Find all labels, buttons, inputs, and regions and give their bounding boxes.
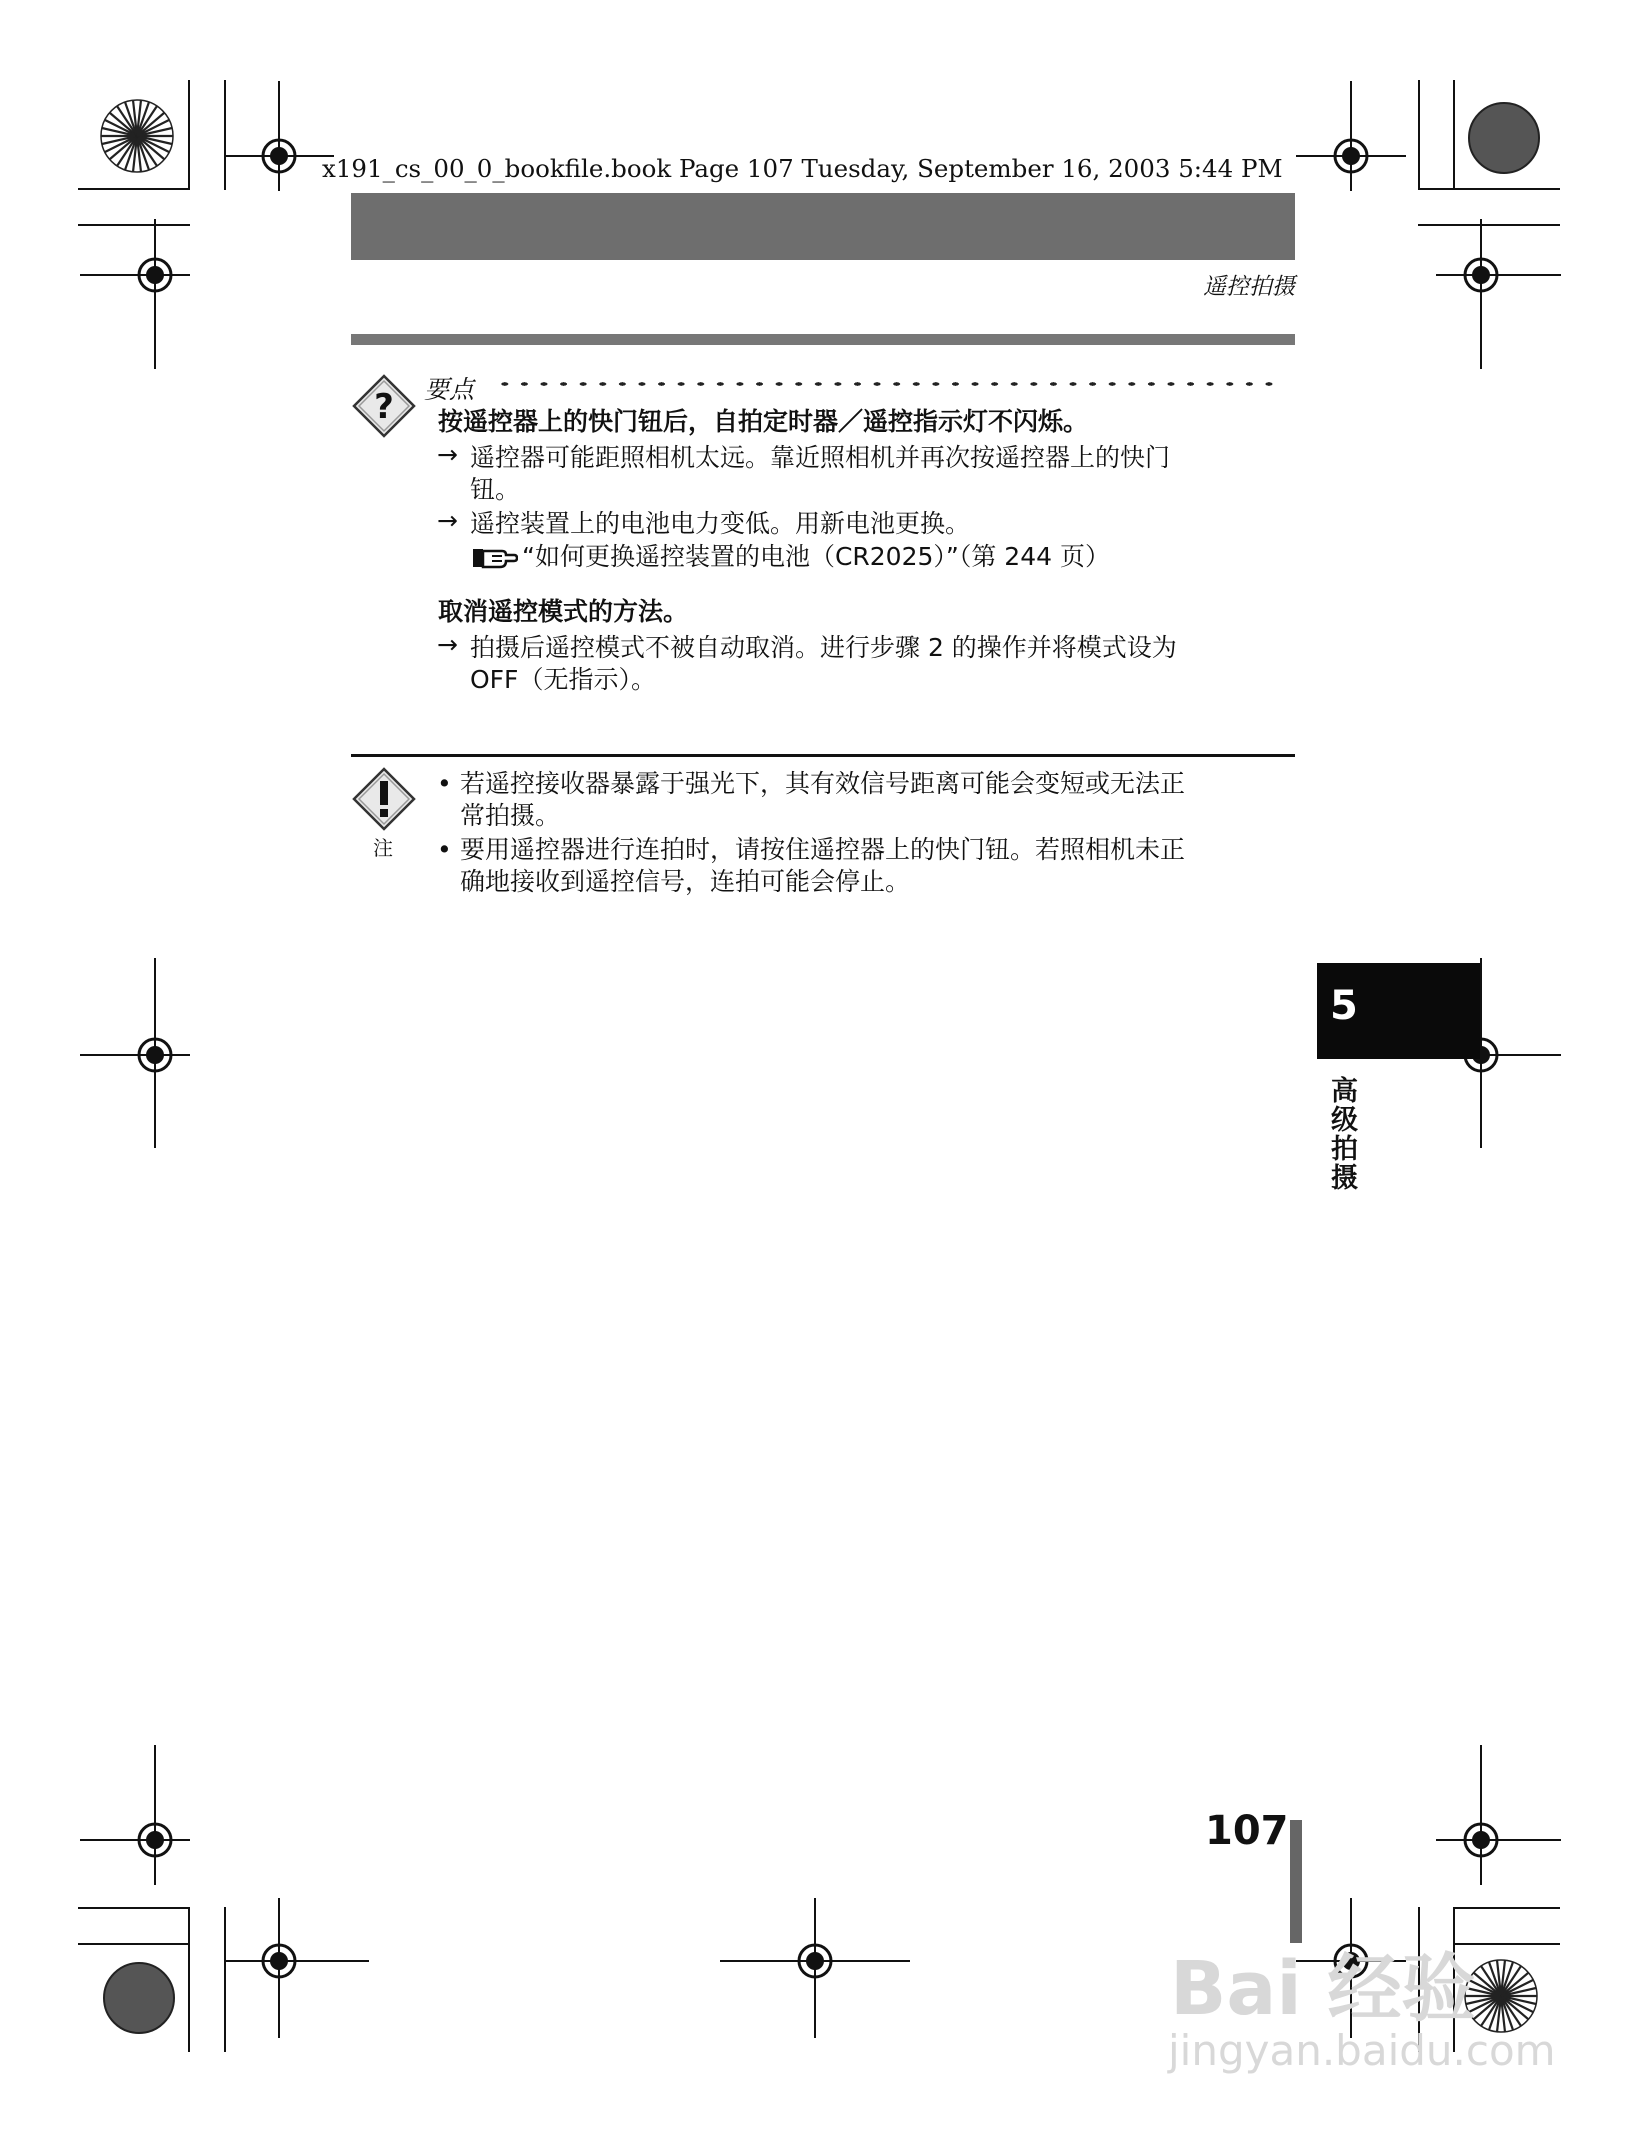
registration-mark-icon [80,1745,190,1885]
tip2-answer-line2: OFF（无指示）。 [470,665,656,694]
registration-mark-icon [224,81,334,191]
question-diamond-icon [352,374,416,438]
section-rule [351,334,1295,345]
dotted-leader [495,379,1285,389]
arrow-icon: → [437,506,458,535]
note-divider [351,754,1295,757]
warning-diamond-icon [352,767,416,831]
note-bullet2-line2: 确地接收到遥控信号，连拍可能会停止。 [460,867,911,896]
page-number: 107 [1205,1808,1289,1854]
registration-mark-icon [80,219,190,369]
registration-mark-icon [80,958,190,1148]
arrow-icon: → [437,630,458,659]
reference-hand-icon [472,545,518,569]
note-bullet2-line1: 要用遥控器进行连拍时，请按住遥控器上的快门钮。若照相机未正 [460,835,1186,864]
gray-disc-mark [1468,102,1540,174]
section-title: 遥控拍摄 [1203,274,1295,300]
starburst-icon [99,98,175,174]
page-number-bar [1290,1820,1302,1943]
header-bar [351,193,1295,260]
tips-label: 要点 [424,375,475,404]
gray-disc-mark [103,1962,175,2034]
registration-mark-icon [224,1898,369,2038]
note-label: 注 [373,836,393,860]
tip1-answer2-line1: 遥控装置上的电池电力变低。用新电池更换。 [470,509,971,538]
tip2-heading: 取消遥控模式的方法。 [438,597,689,626]
arrow-icon: → [437,440,458,469]
registration-mark-icon [1436,219,1561,369]
note-bullet1-line2: 常拍摄。 [460,801,561,830]
chapter-number: 5 [1330,983,1358,1029]
bullet-icon: • [437,835,452,864]
watermark-sub: jingyan.baidu.com [1168,2026,1556,2075]
registration-mark-icon [1436,1745,1561,1885]
registration-mark-icon [720,1898,910,2038]
tip2-answer-line1: 拍摄后遥控模式不被自动取消。进行步骤 2 的操作并将模式设为 [470,633,1177,662]
tip1-answer1-line2: 钮。 [470,475,521,504]
tip1-reference: “如何更换遥控装置的电池（CR2025）”（第 244 页） [522,542,1110,571]
file-header-line: x191_cs_00_0_bookfile.book Page 107 Tuesday, September 16, 2003 5:44 PM [322,154,1283,183]
bullet-icon: • [437,769,452,798]
svg-text:?: ? [374,387,394,427]
watermark-main: Bai 经验 [1170,1946,1476,2032]
note-bullet1-line1: 若遥控接收器暴露于强光下，其有效信号距离可能会变短或无法正 [460,769,1186,798]
chapter-label: 高级拍摄 [1326,1076,1357,1192]
tip1-answer1-line1: 遥控器可能距照相机太远。靠近照相机并再次按遥控器上的快门 [470,443,1171,472]
tip1-heading: 按遥控器上的快门钮后，自拍定时器／遥控指示灯不闪烁。 [438,407,1089,436]
